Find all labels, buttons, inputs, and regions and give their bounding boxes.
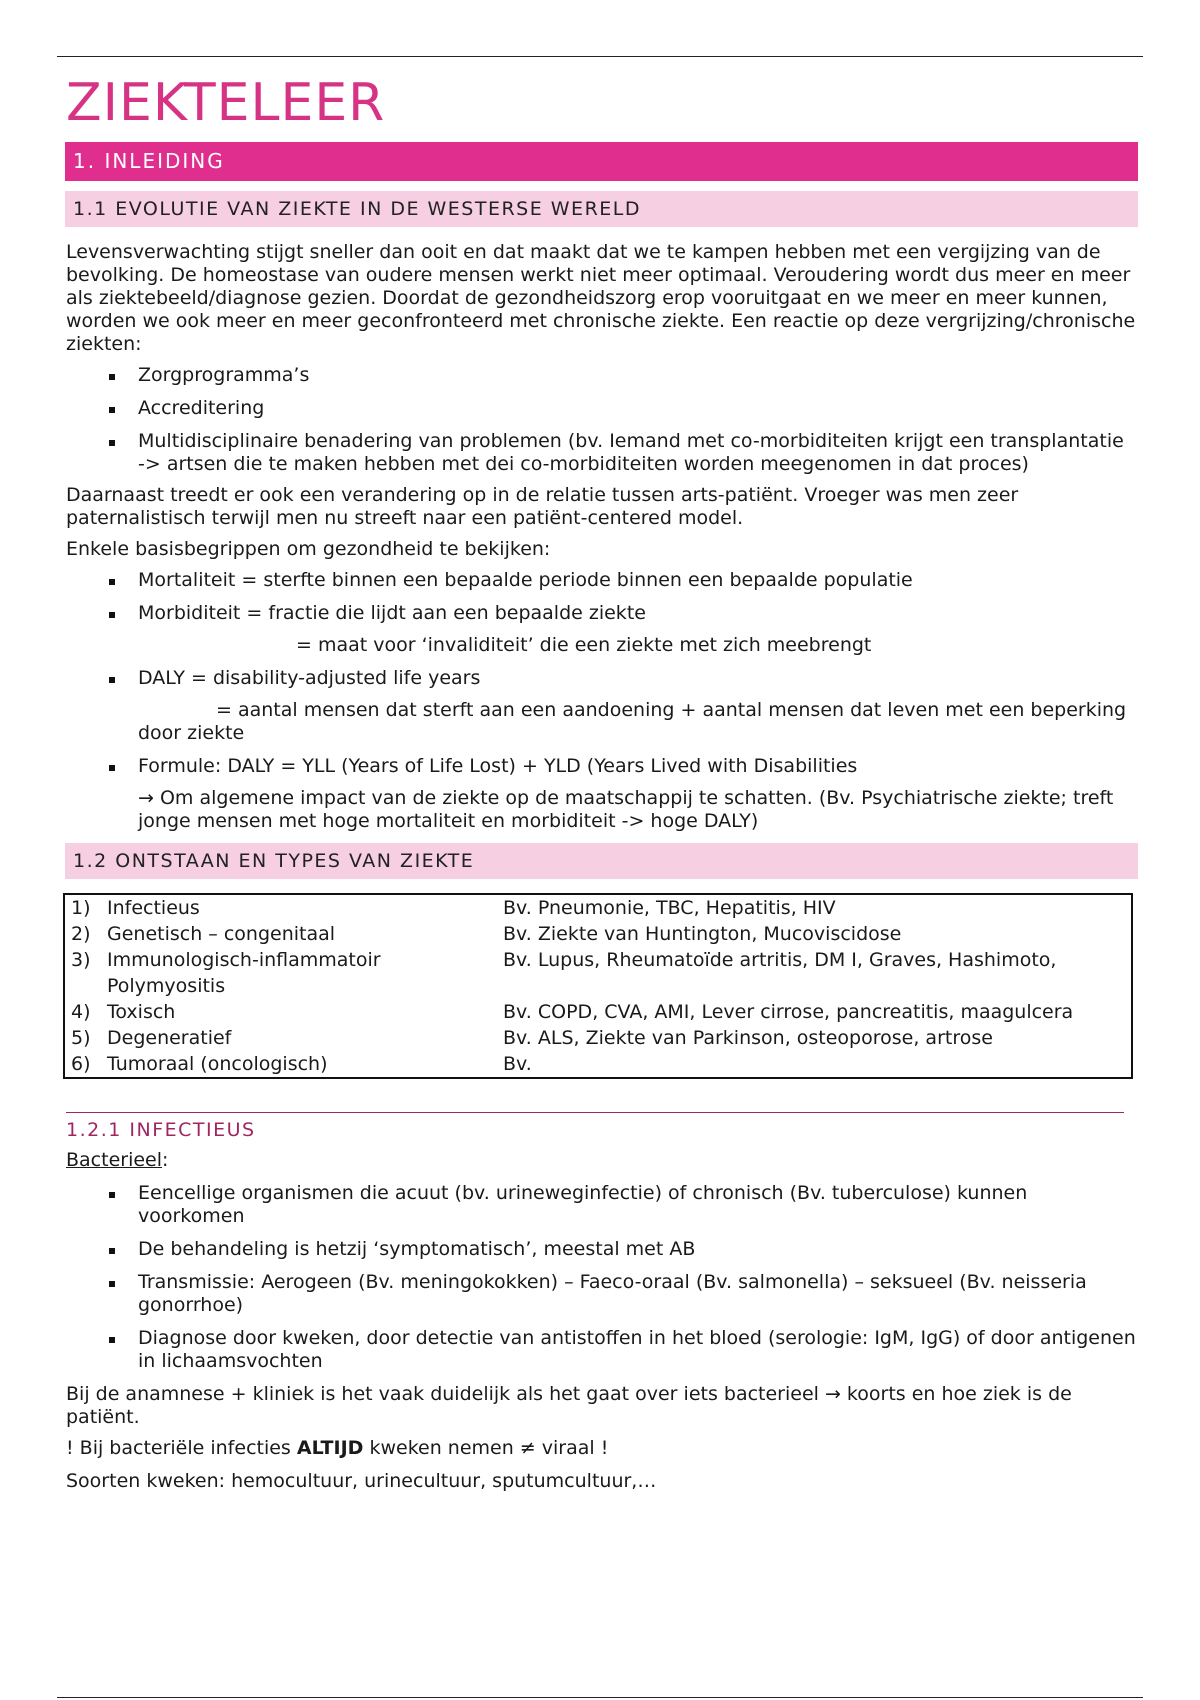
table-row — [64, 999, 1132, 1025]
table-row — [64, 1025, 1132, 1051]
bacterieel-list — [66, 1182, 1136, 1373]
warning-emphasis: ALTIJD — [296, 1437, 364, 1459]
row-number: 1) — [71, 897, 91, 919]
list-item: Zorgprogramma’s — [66, 364, 1136, 387]
list-item: Accreditering — [66, 397, 1136, 420]
list-item: Eencellige organismen die acuut (bv. urineweginfectie) of chronisch (Bv. tuberculose) kunnen voorkomen — [66, 1182, 1136, 1228]
disease-examples: Bv. ALS, Ziekte van Parkinson, osteoporose, artrose — [503, 1027, 993, 1049]
disease-type: Toxisch — [107, 1001, 176, 1023]
list-item-formule: Formule: DALY = YLL (Years of Life Lost) + YLD (Years Lived with Disabilities — [66, 755, 1136, 778]
daly-list — [66, 667, 1136, 690]
list-item: De behandeling is hetzij ‘symptomatisch’, meestal met AB — [66, 1238, 1136, 1261]
intro-paragraph: Levensverwachting stijgt sneller dan ooit en dat maakt dat we te kampen hebben met een vergijzing van de bevolking. De homeostase van oudere mensen werkt niet meer optimaal. Veroudering wordt dus meer en meer als ziektebeeld/diagnose gezien. Doordat de gezondheidszorg erop vooruitgaat en we meer en meer kunnen, worden we ook meer en meer geconfronteerd met chronische ziekte. Een reactie op deze vergrijzing/chronische ziekten: — [66, 241, 1136, 355]
warning-post: kweken nemen ≠ viraal ! — [363, 1437, 609, 1459]
row-number: 2) — [71, 923, 91, 945]
basics-intro: Enkele basisbegrippen om gezondheid te bekijken: — [66, 538, 551, 560]
formule-continuation: → Om algemene impact van de ziekte op de maatschappij te schatten. (Bv. Psychiatrische ziekte; treft jonge mensen met hoge mortaliteit en morbiditeit -> hoge DALY) — [138, 787, 1114, 832]
basics-list — [66, 569, 1136, 625]
disease-examples — [497, 973, 1132, 999]
bottom-rule — [57, 1697, 1143, 1698]
list-item: Diagnose door kweken, door detectie van antistoffen in het bloed (serologie: IgM, IgG) of door antigenen in lichaamsvochten — [66, 1327, 1136, 1373]
disease-type: Genetisch – congenitaal — [107, 923, 336, 945]
warning-pre: ! Bij bacteriële infecties — [66, 1437, 297, 1459]
list-item: Transmissie: Aerogeen (Bv. meningokokken) – Faeco-oraal (Bv. salmonella) – seksueel (Bv. neisseria gonorrhoe) — [66, 1271, 1136, 1317]
disease-examples: Bv. — [503, 1053, 532, 1075]
heading-2-ontstaan: 1.2 ONTSTAAN EN TYPES VAN ZIEKTE — [65, 843, 1138, 879]
disease-type: Tumoraal (oncologisch) — [107, 1053, 328, 1075]
heading-3-rule — [66, 1112, 1124, 1113]
daly-continuation: = aantal mensen dat sterft aan een aandoening + aantal mensen dat leven met een beperking door ziekte — [138, 699, 1127, 744]
relation-paragraph: Daarnaast treedt er ook een verandering op in de relatie tussen arts-patiënt. Vroeger was men zeer paternalistisch terwijl men nu streeft naar een patiënt-centered model. — [66, 484, 1019, 529]
bacterieel-label-line — [66, 1149, 1136, 1172]
list-item-daly: DALY = disability-adjusted life years — [66, 667, 1136, 690]
list-item-morbiditeit: Morbiditeit = fractie die lijdt aan een bepaalde ziekte — [66, 602, 1136, 625]
row-number — [64, 973, 101, 999]
disease-type: Infectieus — [107, 897, 200, 919]
reaction-list — [66, 364, 1136, 476]
document-title: ZIEKTELEER — [66, 73, 386, 133]
disease-examples: Bv. Lupus, Rheumatoïde artritis, DM I, Graves, Hashimoto, — [503, 949, 1057, 971]
formule-list — [66, 755, 1136, 778]
morbiditeit-continuation: = maat voor ‘invaliditeit’ die een ziekte met zich meebrengt — [296, 634, 872, 656]
row-number: 3) — [71, 949, 91, 971]
table-row — [64, 921, 1132, 947]
heading-1-inleiding: 1. INLEIDING — [65, 142, 1138, 181]
heading-2-evolutie: 1.1 EVOLUTIE VAN ZIEKTE IN DE WESTERSE WERELD — [65, 191, 1138, 227]
disease-type: Immunologisch-inflammatoir — [107, 949, 381, 971]
disease-examples: Bv. Pneumonie, TBC, Hepatitis, HIV — [503, 897, 836, 919]
list-item-mortaliteit: Mortaliteit = sterfte binnen een bepaalde periode binnen een bepaalde populatie — [66, 569, 1136, 592]
table-row — [64, 894, 1132, 921]
bacterieel-label: Bacterieel — [66, 1149, 163, 1171]
row-number: 4) — [71, 1001, 91, 1023]
table-row — [64, 1051, 1132, 1078]
top-rule — [57, 56, 1143, 57]
row-number: 5) — [71, 1027, 91, 1049]
disease-examples: Bv. Ziekte van Huntington, Mucoviscidose — [503, 923, 902, 945]
table-row — [64, 947, 1132, 973]
anamnese-paragraph: Bij de anamnese + kliniek is het vaak duidelijk als het gaat over iets bacterieel → koorts en hoe ziek is de patiënt. — [66, 1383, 1072, 1428]
disease-examples: Bv. COPD, CVA, AMI, Lever cirrose, pancreatitis, maagulcera — [503, 1001, 1074, 1023]
kweken-line: Soorten kweken: hemocultuur, urinecultuur, sputumcultuur,… — [66, 1470, 657, 1492]
disease-types-table — [63, 893, 1133, 1079]
table-row — [64, 973, 1132, 999]
bacterieel-colon: : — [162, 1149, 169, 1171]
row-number: 6) — [71, 1053, 91, 1075]
warning-line — [66, 1437, 1136, 1460]
heading-3-infectieus: 1.2.1 INFECTIEUS — [66, 1119, 256, 1141]
disease-type: Polymyositis — [107, 975, 226, 997]
list-item: Multidisciplinaire benadering van problemen (bv. Iemand met co-morbiditeiten krijgt een transplantatie -> artsen die te maken hebben met dei co-morbiditeiten worden meegenomen in dat proces) — [66, 430, 1136, 476]
disease-type: Degeneratief — [107, 1027, 232, 1049]
document-page — [66, 64, 1136, 1493]
